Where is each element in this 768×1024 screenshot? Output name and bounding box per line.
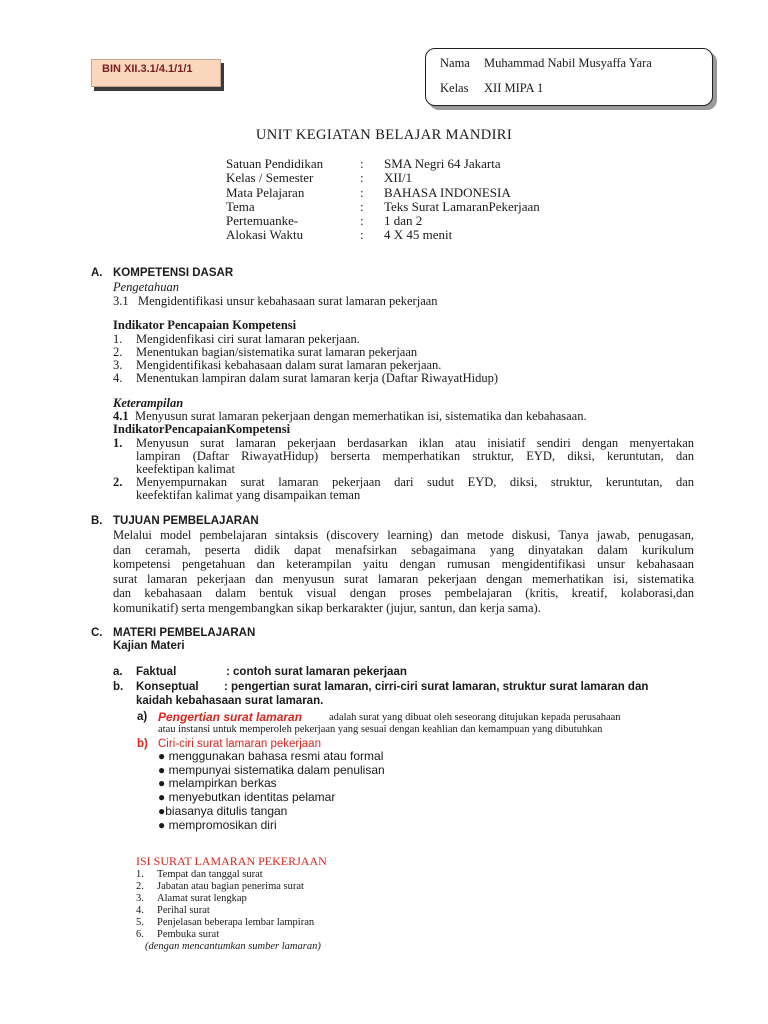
section-c-heading: MATERI PEMBELAJARAN bbox=[113, 627, 256, 639]
konseptual-value: : pengertian surat lamaran, cirri-ciri surat lamaran, struktur surat lamaran dan bbox=[224, 681, 649, 693]
kd-31-text: Mengidentifikasi unsur kebahasaan surat lamaran pekerjaan bbox=[138, 294, 438, 308]
ciri-item: ● melampirkan berkas bbox=[158, 776, 277, 790]
keterampilan-label: Keterampilan bbox=[113, 396, 184, 410]
class-label: Kelas bbox=[440, 81, 469, 95]
kajian-materi-label: Kajian Materi bbox=[113, 640, 185, 652]
isi-number: 4. bbox=[136, 905, 144, 916]
indikator2-line: keefektipan kalimat bbox=[136, 462, 235, 476]
isi-number: 2. bbox=[136, 881, 144, 892]
tujuan-line: komunikatif) serta mengembangkan sikap berkarakter (jujur, santun, dan kerja sama). bbox=[113, 601, 541, 615]
tujuan-line: surat lamaran pekerjaan dan menyusun surat lamaran pekerjaan dengan memerhatikan isi, sistematika bbox=[113, 572, 694, 586]
info-value: XII/1 bbox=[384, 170, 413, 185]
section-c-letter: C. bbox=[91, 627, 103, 639]
section-b-heading: TUJUAN PEMBELAJARAN bbox=[113, 515, 259, 527]
info-value: 1 dan 2 bbox=[384, 213, 423, 228]
ciri-item: ● menyebutkan identitas pelamar bbox=[158, 790, 336, 804]
konseptual-value-cont: kaidah kebahasaan surat lamaran. bbox=[136, 695, 324, 707]
info-value: Teks Surat LamaranPekerjaan bbox=[384, 199, 540, 214]
indikator2-number: 2. bbox=[113, 475, 123, 489]
indikator-number: 1. bbox=[113, 332, 123, 346]
indikator2-line: Menyusun surat lamaran pekerjaan berdasarkan iklan atau inisiatif sendiri dengan menyertakan bbox=[136, 436, 694, 450]
name-value: Muhammad Nabil Musyaffa Yara bbox=[484, 56, 652, 70]
info-label: Pertemuanke- bbox=[226, 213, 299, 228]
info-label: Tema bbox=[226, 199, 255, 214]
class-value: XII MIPA 1 bbox=[484, 81, 544, 95]
section-b-letter: B. bbox=[91, 515, 103, 527]
faktual-marker: a. bbox=[113, 666, 123, 678]
ciri-title: Ciri-ciri surat lamaran pekerjaan bbox=[158, 738, 321, 750]
ciri-item: ● mempunyai sistematika dalam penulisan bbox=[158, 763, 385, 777]
section-a-letter: A. bbox=[91, 267, 103, 279]
info-value: 4 X 45 menit bbox=[384, 227, 453, 242]
konseptual-marker: b. bbox=[113, 681, 124, 693]
info-label: Mata Pelajaran bbox=[226, 185, 305, 200]
pengertian-marker: a) bbox=[137, 711, 148, 723]
ciri-item: ● mempromosikan diri bbox=[158, 818, 277, 832]
document-code: BIN XII.3.1/4.1/1/1 bbox=[102, 63, 193, 75]
isi-number: 5. bbox=[136, 917, 144, 928]
info-label: Kelas / Semester bbox=[226, 170, 314, 185]
info-label: Alokasi Waktu bbox=[226, 227, 304, 242]
isi-item: Jabatan atau bagian penerima surat bbox=[157, 881, 304, 892]
indikator-number: 3. bbox=[113, 358, 123, 372]
isi-item: Perihal surat bbox=[157, 905, 210, 916]
indikator-number: 2. bbox=[113, 345, 123, 359]
indikator2-line: Menyempurnakan surat lamaran pekerjaan dari sudut EYD, diksi, struktur, keruntutan, dan bbox=[136, 475, 694, 489]
indikator-item: Menentukan bagian/sistematika surat lamaran pekerjaan bbox=[136, 345, 418, 359]
indikator2-number: 1. bbox=[113, 436, 123, 450]
info-sep: : bbox=[360, 199, 364, 214]
isi-item: Tempat dan tanggal surat bbox=[157, 869, 263, 880]
isi-note: (dengan mencantumkan sumber lamaran) bbox=[145, 941, 321, 952]
indikator-item: Mengidentifikasi kebahasaan dalam surat lamaran pekerjaan. bbox=[136, 358, 442, 372]
info-sep: : bbox=[360, 156, 364, 171]
ciri-marker: b) bbox=[137, 738, 148, 750]
pengetahuan-label: Pengetahuan bbox=[113, 280, 179, 294]
page-title: UNIT KEGIATAN BELAJAR MANDIRI bbox=[255, 127, 513, 143]
tujuan-line: dan kebahasaan dalam bentuk visual dengan proses pembelajaran (kritis, kreatif, kolaborasi,dan bbox=[113, 586, 694, 600]
indikator2-line: lampiran (Daftar RiwayatHidup) berserta memperhatikan struktur, EYD, diksi, keruntutan, dan bbox=[136, 449, 694, 463]
isi-number: 6. bbox=[136, 929, 144, 940]
isi-number: 3. bbox=[136, 893, 144, 904]
name-label: Nama bbox=[440, 56, 470, 70]
indikator2-line: keefektifan kalimat yang disampaikan teman bbox=[136, 488, 361, 502]
konseptual-label: Konseptual bbox=[136, 681, 199, 693]
tujuan-line: kompetensi pengetahuan dan keterampilan yaitu dengan rumusan mengidentifikasi unsur kebahasaan bbox=[113, 557, 694, 571]
pengertian-text: adalah surat yang dibuat oleh seseorang ditujukan kepada perusahaan bbox=[329, 712, 621, 723]
isi-item: Pembuka surat bbox=[157, 929, 220, 940]
kd-31-number: 3.1 bbox=[113, 294, 129, 308]
info-sep: : bbox=[360, 213, 364, 228]
pengertian-text: atau instansi untuk memperoleh pekerjaan yang sesuai dengan keahlian dan kemampuan yang dibutuhkan bbox=[158, 724, 603, 735]
faktual-value: : contoh surat lamaran pekerjaan bbox=[226, 666, 407, 678]
indikator-number: 4. bbox=[113, 371, 123, 385]
isi-number: 1. bbox=[136, 869, 144, 880]
tujuan-line: Melalui model pembelajaran sintaksis (discovery learning) dan metode diskusi, Tanya jawab, penugasan, bbox=[113, 528, 694, 542]
info-sep: : bbox=[360, 170, 364, 185]
ciri-item: ● menggunakan bahasa resmi atau formal bbox=[158, 749, 384, 763]
kd-41-number: 4.1 bbox=[113, 409, 129, 423]
section-a-heading: KOMPETENSI DASAR bbox=[113, 267, 234, 279]
faktual-label: Faktual bbox=[136, 666, 177, 678]
indikator-item: Mengidenfikasi ciri surat lamaran pekerjaan. bbox=[136, 332, 360, 346]
isi-surat-heading: ISI SURAT LAMARAN PEKERJAAN bbox=[136, 854, 327, 868]
ciri-item: ●biasanya ditulis tangan bbox=[158, 804, 288, 818]
isi-item: Penjelasan beberapa lembar lampiran bbox=[157, 917, 315, 928]
indikator2-heading: IndikatorPencapaianKompetensi bbox=[113, 422, 291, 436]
tujuan-line: dan ceramah, peserta didik dapat menafsirkan sebagaimana yang dinyatakan dalam kurikulum bbox=[113, 543, 694, 557]
info-sep: : bbox=[360, 185, 364, 200]
info-sep: : bbox=[360, 227, 364, 242]
info-value: BAHASA INDONESIA bbox=[384, 185, 511, 200]
info-label: Satuan Pendidikan bbox=[226, 156, 324, 171]
isi-item: Alamat surat lengkap bbox=[157, 893, 247, 904]
indikator-item: Menentukan lampiran dalam surat lamaran kerja (Daftar RiwayatHidup) bbox=[136, 371, 499, 385]
indikator-heading: Indikator Pencapaian Kompetensi bbox=[113, 318, 297, 332]
pengertian-title: Pengertian surat lamaran bbox=[158, 710, 303, 724]
info-value: SMA Negri 64 Jakarta bbox=[384, 156, 501, 171]
kd-41-text: Menyusun surat lamaran pekerjaan dengan memerhatikan isi, sistematika dan kebahasaan. bbox=[135, 409, 587, 423]
